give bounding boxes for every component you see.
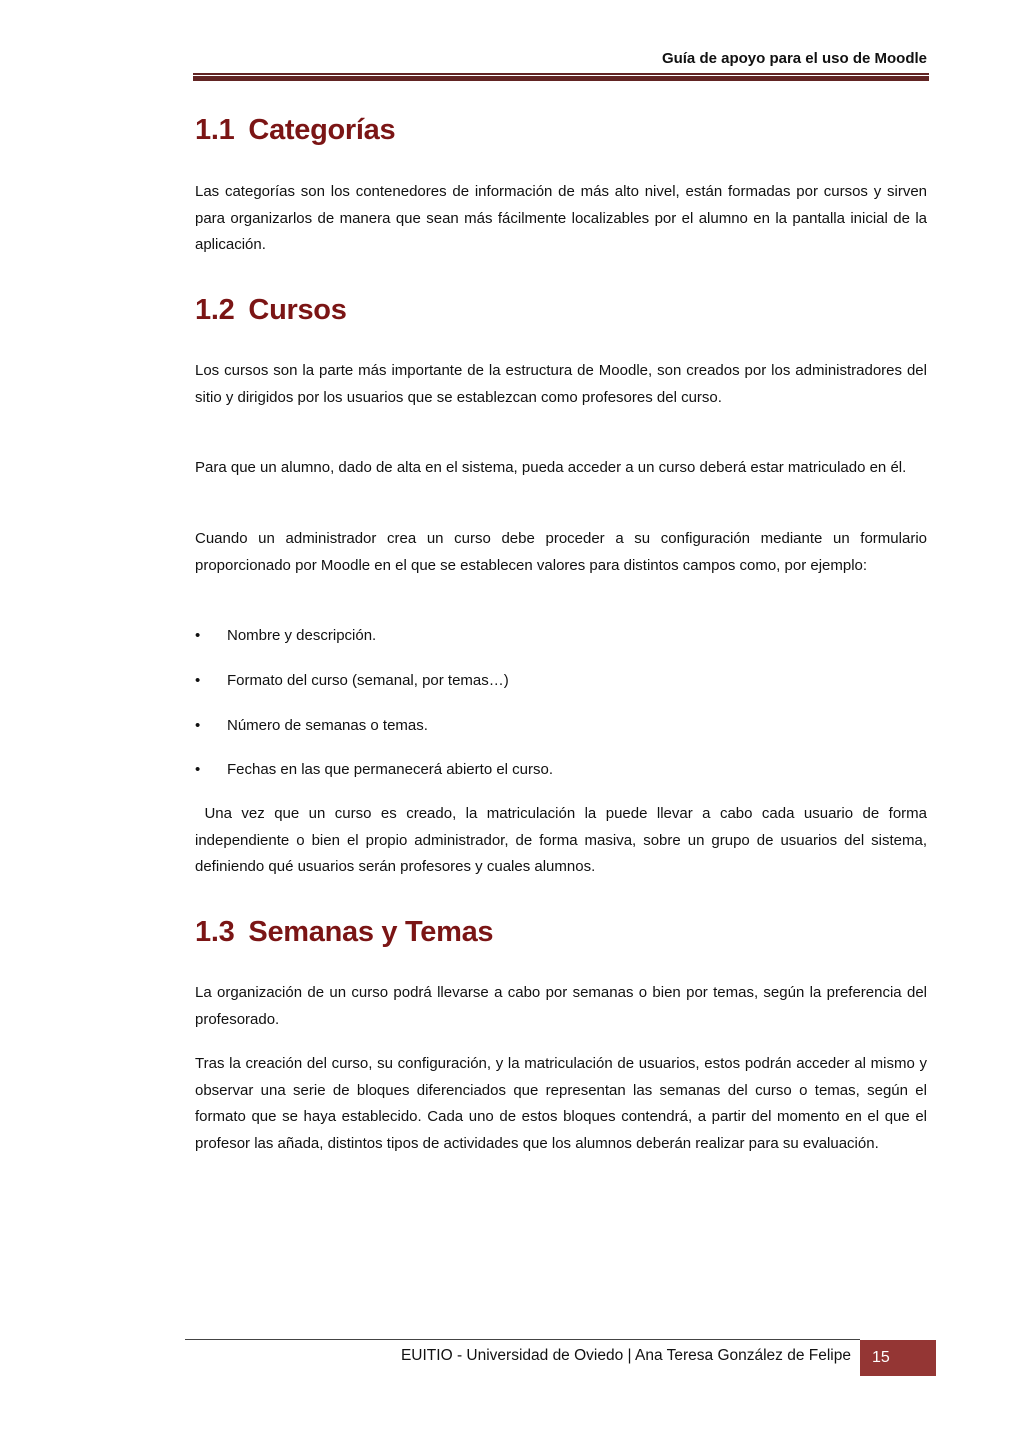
- running-header: Guía de apoyo para el uso de Moodle: [661, 50, 927, 67]
- section-heading: 1.2 Cursos: [195, 294, 347, 326]
- paragraph: Los cursos son la parte más importante de la estructura de Moodle, son creados por los administradores del sitio y dirigidos por los usuarios que se establezcan como profesores del curso.: [195, 362, 927, 406]
- paragraph: Tras la creación del curso, su configuración, y la matriculación de usuarios, estos podrán acceder al mismo y observar una serie de bloques diferenciados que representan las semanas del curso o temas, según el formato que se haya establecido. Cada uno de estos bloques contendrá, a partir del momento en el que el profesor las añada, distintos tipos de actividades que los alumnos deberán realizar para su evaluación.: [195, 1055, 927, 1152]
- paragraph: Las categorías son los contenedores de información de más alto nivel, están formadas por cursos y sirven para organizarlos de manera que sean más fácilmente localizables por el alumno en la pantalla inicial de la aplicación.: [195, 183, 927, 253]
- bullet-item: • Fechas en las que permanecerá abierto el curso.: [195, 761, 554, 778]
- footer-text: EUITIO - Universidad de Oviedo | Ana Teresa González de Felipe: [400, 1347, 851, 1364]
- bullet-item: • Nombre y descripción.: [195, 627, 377, 644]
- section-heading: 1.3 Semanas y Temas: [195, 916, 494, 948]
- paragraph: Una vez que un curso es creado, la matriculación la puede llevar a cabo cada usuario de forma independiente o bien el propio administrador, de forma masiva, sobre un grupo de usuarios del sistema, definiendo qué usuarios serán profesores y cuales alumnos.: [195, 805, 932, 875]
- footer-rule: [185, 1339, 860, 1340]
- section-heading: 1.1 Categorías: [195, 114, 396, 146]
- bullet-item: • Formato del curso (semanal, por temas…): [195, 672, 509, 689]
- paragraph: Para que un alumno, dado de alta en el sistema, pueda acceder a un curso deberá estar matriculado en él.: [195, 459, 907, 476]
- paragraph: La organización de un curso podrá llevarse a cabo por semanas o bien por temas, según la preferencia del profesorado.: [195, 984, 927, 1028]
- page-number: 15: [860, 1340, 936, 1376]
- header-rule-thick: [193, 76, 929, 81]
- paragraph: Cuando un administrador crea un curso debe proceder a su configuración mediante un formulario proporcionado por Moodle en el que se establecen valores para distintos campos como, por ejemplo:: [195, 530, 927, 574]
- bullet-item: • Número de semanas o temas.: [195, 717, 428, 734]
- header-rule-thin: [193, 73, 929, 75]
